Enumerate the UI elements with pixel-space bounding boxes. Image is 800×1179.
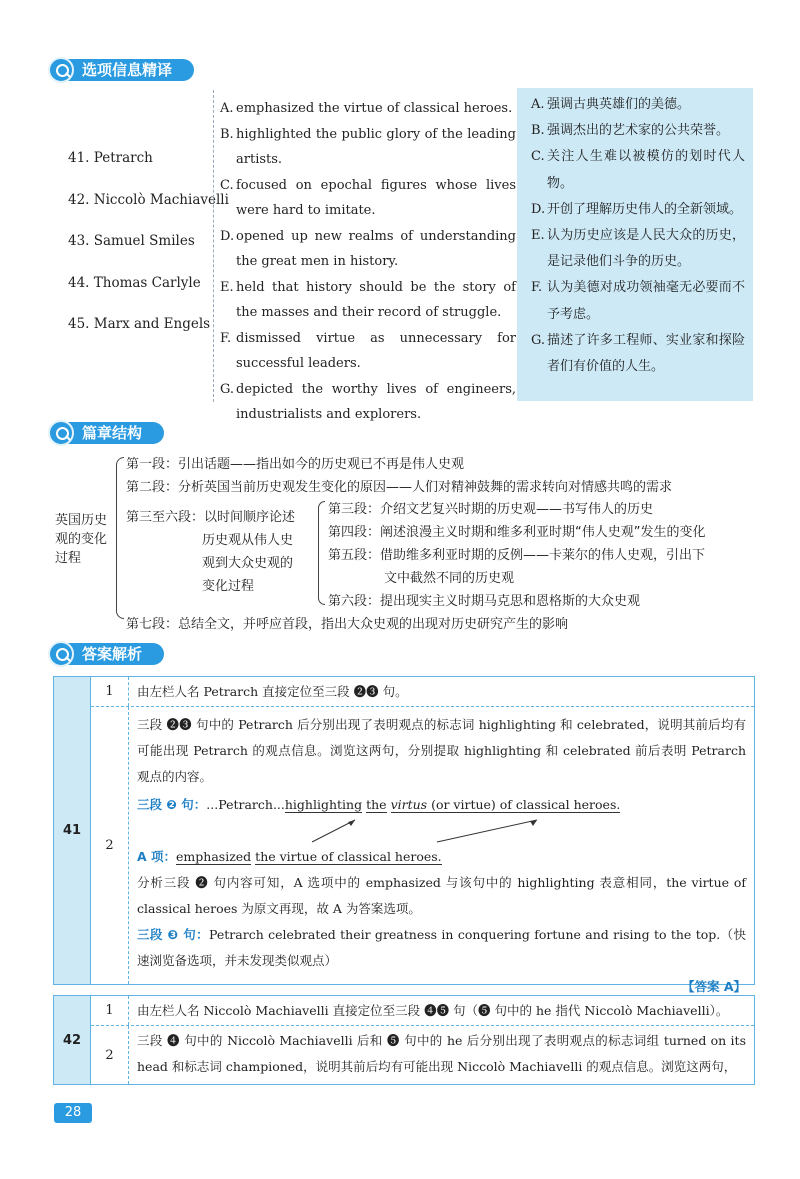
name-item: 41. Petrarch <box>68 150 153 166</box>
page-number: 28 <box>54 1103 92 1123</box>
answer-42 <box>53 995 755 1085</box>
structure-p3-6: 变化过程 <box>202 579 255 594</box>
structure-diagram <box>50 449 760 632</box>
magnifier-icon <box>48 420 74 446</box>
option-en: B. highlighted the public glory of the leading artists. <box>220 126 516 167</box>
structure-p5: 第五段：借助维多利亚时期的反例——卡莱尔的伟人史观，引出下 <box>328 548 706 563</box>
brace <box>318 501 325 605</box>
option-cn: B. 强调杰出的艺术家的公共荣誉。 <box>531 123 730 139</box>
step-row: 2 三段 ❹ 句中的 Niccolò Machiavelli 后和 ❺ 句中的 he 后分别出现了表明观点的标志词组 turned on its head 和标志词 championed，说明其前后均有可能出现 Niccolò Machiavelli 的观点信息。浏览这两句， <box>91 1026 754 1084</box>
option-en: A. emphasized the virtue of classical heroes. <box>220 101 513 116</box>
options-en <box>220 96 516 428</box>
structure-p2: 第二段：分析英国当前历史观发生变化的原因——人们对精神鼓舞的需求转向对情感共鸣的需求 <box>126 480 673 495</box>
section-header-option-translation <box>48 58 194 82</box>
highlight-word: highlighting <box>284 797 363 812</box>
option-en: E. held that history should be the story of the masses and their record of struggle. <box>220 279 516 320</box>
section-title: 篇章结构 <box>64 422 164 444</box>
option-en: C. focused on epochal figures whose lives were hard to imitate. <box>220 177 516 218</box>
divider <box>213 90 214 402</box>
structure-p3-6: 观到大众史观的 <box>202 556 294 571</box>
question-number: 42 <box>54 996 91 1084</box>
options-cn-box <box>517 88 753 401</box>
step-row: 1 由左栏人名 Niccolò Machiavelli 直接定位至三段 ❹❺ 句（❺ 句中的 he 指代 Niccolò Machiavelli）。 <box>91 996 754 1026</box>
question-number: 41 <box>54 677 91 984</box>
structure-p6: 第六段：提出现实主义时期马克思和恩格斯的大众史观 <box>328 594 641 609</box>
names-list <box>68 150 229 358</box>
option-en: G. depicted the worthy lives of engineers, industrialists and explorers. <box>220 381 516 422</box>
structure-p7: 第七段：总结全文，并呼应首段，指出大众史观的出现对历史研究产生的影响 <box>126 617 569 632</box>
answer-label: 【答案 A】 <box>681 979 746 994</box>
answer-41 <box>53 676 755 994</box>
option-cn: D. 开创了理解历史伟人的全新领域。 <box>531 201 743 217</box>
option-cn: C. 关注人生难以被模仿的划时代人物。 <box>531 149 745 191</box>
section-header-answers <box>48 642 164 666</box>
option-cn: G. 描述了许多工程师、实业家和探险者们有价值的人生。 <box>531 332 745 375</box>
option-en: D. opened up new realms of understanding the great men in history. <box>220 228 516 269</box>
name-item: 45. Marx and Engels <box>68 316 211 332</box>
structure-p3-6: 历史观从伟人史 <box>202 533 294 548</box>
option-cn: A. 强调古典英雄们的美德。 <box>531 97 691 112</box>
name-item: 42. Niccolò Machiavelli <box>68 191 229 208</box>
section-title: 选项信息精译 <box>64 59 194 81</box>
section-header-structure <box>48 421 164 445</box>
structure-root: 英国历史观的变化过程 <box>55 513 108 566</box>
structure-p5: 文中截然不同的历史观 <box>384 571 515 586</box>
connector-arrows <box>137 818 637 844</box>
step-row: 1 由左栏人名 Petrarch 直接定位至三段 ❷❸ 句。 <box>91 677 754 707</box>
structure-p3-6: 第三至六段：以时间顺序论述 <box>126 510 296 525</box>
name-item: 44. Thomas Carlyle <box>68 274 201 291</box>
option-en: F. dismissed virtue as unnecessary for successful leaders. <box>220 330 516 371</box>
brace <box>116 457 124 619</box>
step-row: 2 三段 ❷❸ 句中的 Petrarch 后分别出现了表明观点的标志词 highlighting 和 celebrated，说明其前后均有可能出现 Petrarch 的观点信息。浏览这两句，分别提取 highlighting 和 celebrated 前后表明 Petrarch 观点的内容。 三段 ❷ 句：...Petrarch...highlighting the virtus (or virtue) of classical heroes. A 项：emphasized the virtue of classical heroes. 分析三段 ❷ 句内容可知，A 选项中的 emphasized 与该句中的 highlighting 表意相同，the virtue of classical heroes 为原文再现，故 A 为答案选项。 三段 ❸ 句：Petrarch celebrated their greatness in conquering fortune and rising to the top.（快速浏览备选项，并未发现类似观点） 【答案 A】 <box>91 707 754 984</box>
section-title: 答案解析 <box>64 643 164 665</box>
magnifier-icon <box>48 57 74 83</box>
structure-p3: 第三段：介绍文艺复兴时期的历史观——书写伟人的历史 <box>328 502 654 517</box>
structure-p1: 第一段：引出话题——指出如今的历史观已不再是伟人史观 <box>126 457 465 472</box>
option-cn: E. 认为历史应该是人民大众的历史，是记录他们斗争的历史。 <box>531 228 745 270</box>
structure-p4: 第四段：阐述浪漫主义时期和维多利亚时期“伟人史观”发生的变化 <box>328 525 706 540</box>
magnifier-icon <box>48 641 74 667</box>
option-cn: F. 认为美德对成功领袖毫无必要而不予考虑。 <box>531 280 745 322</box>
name-item: 43. Samuel Smiles <box>68 233 195 249</box>
